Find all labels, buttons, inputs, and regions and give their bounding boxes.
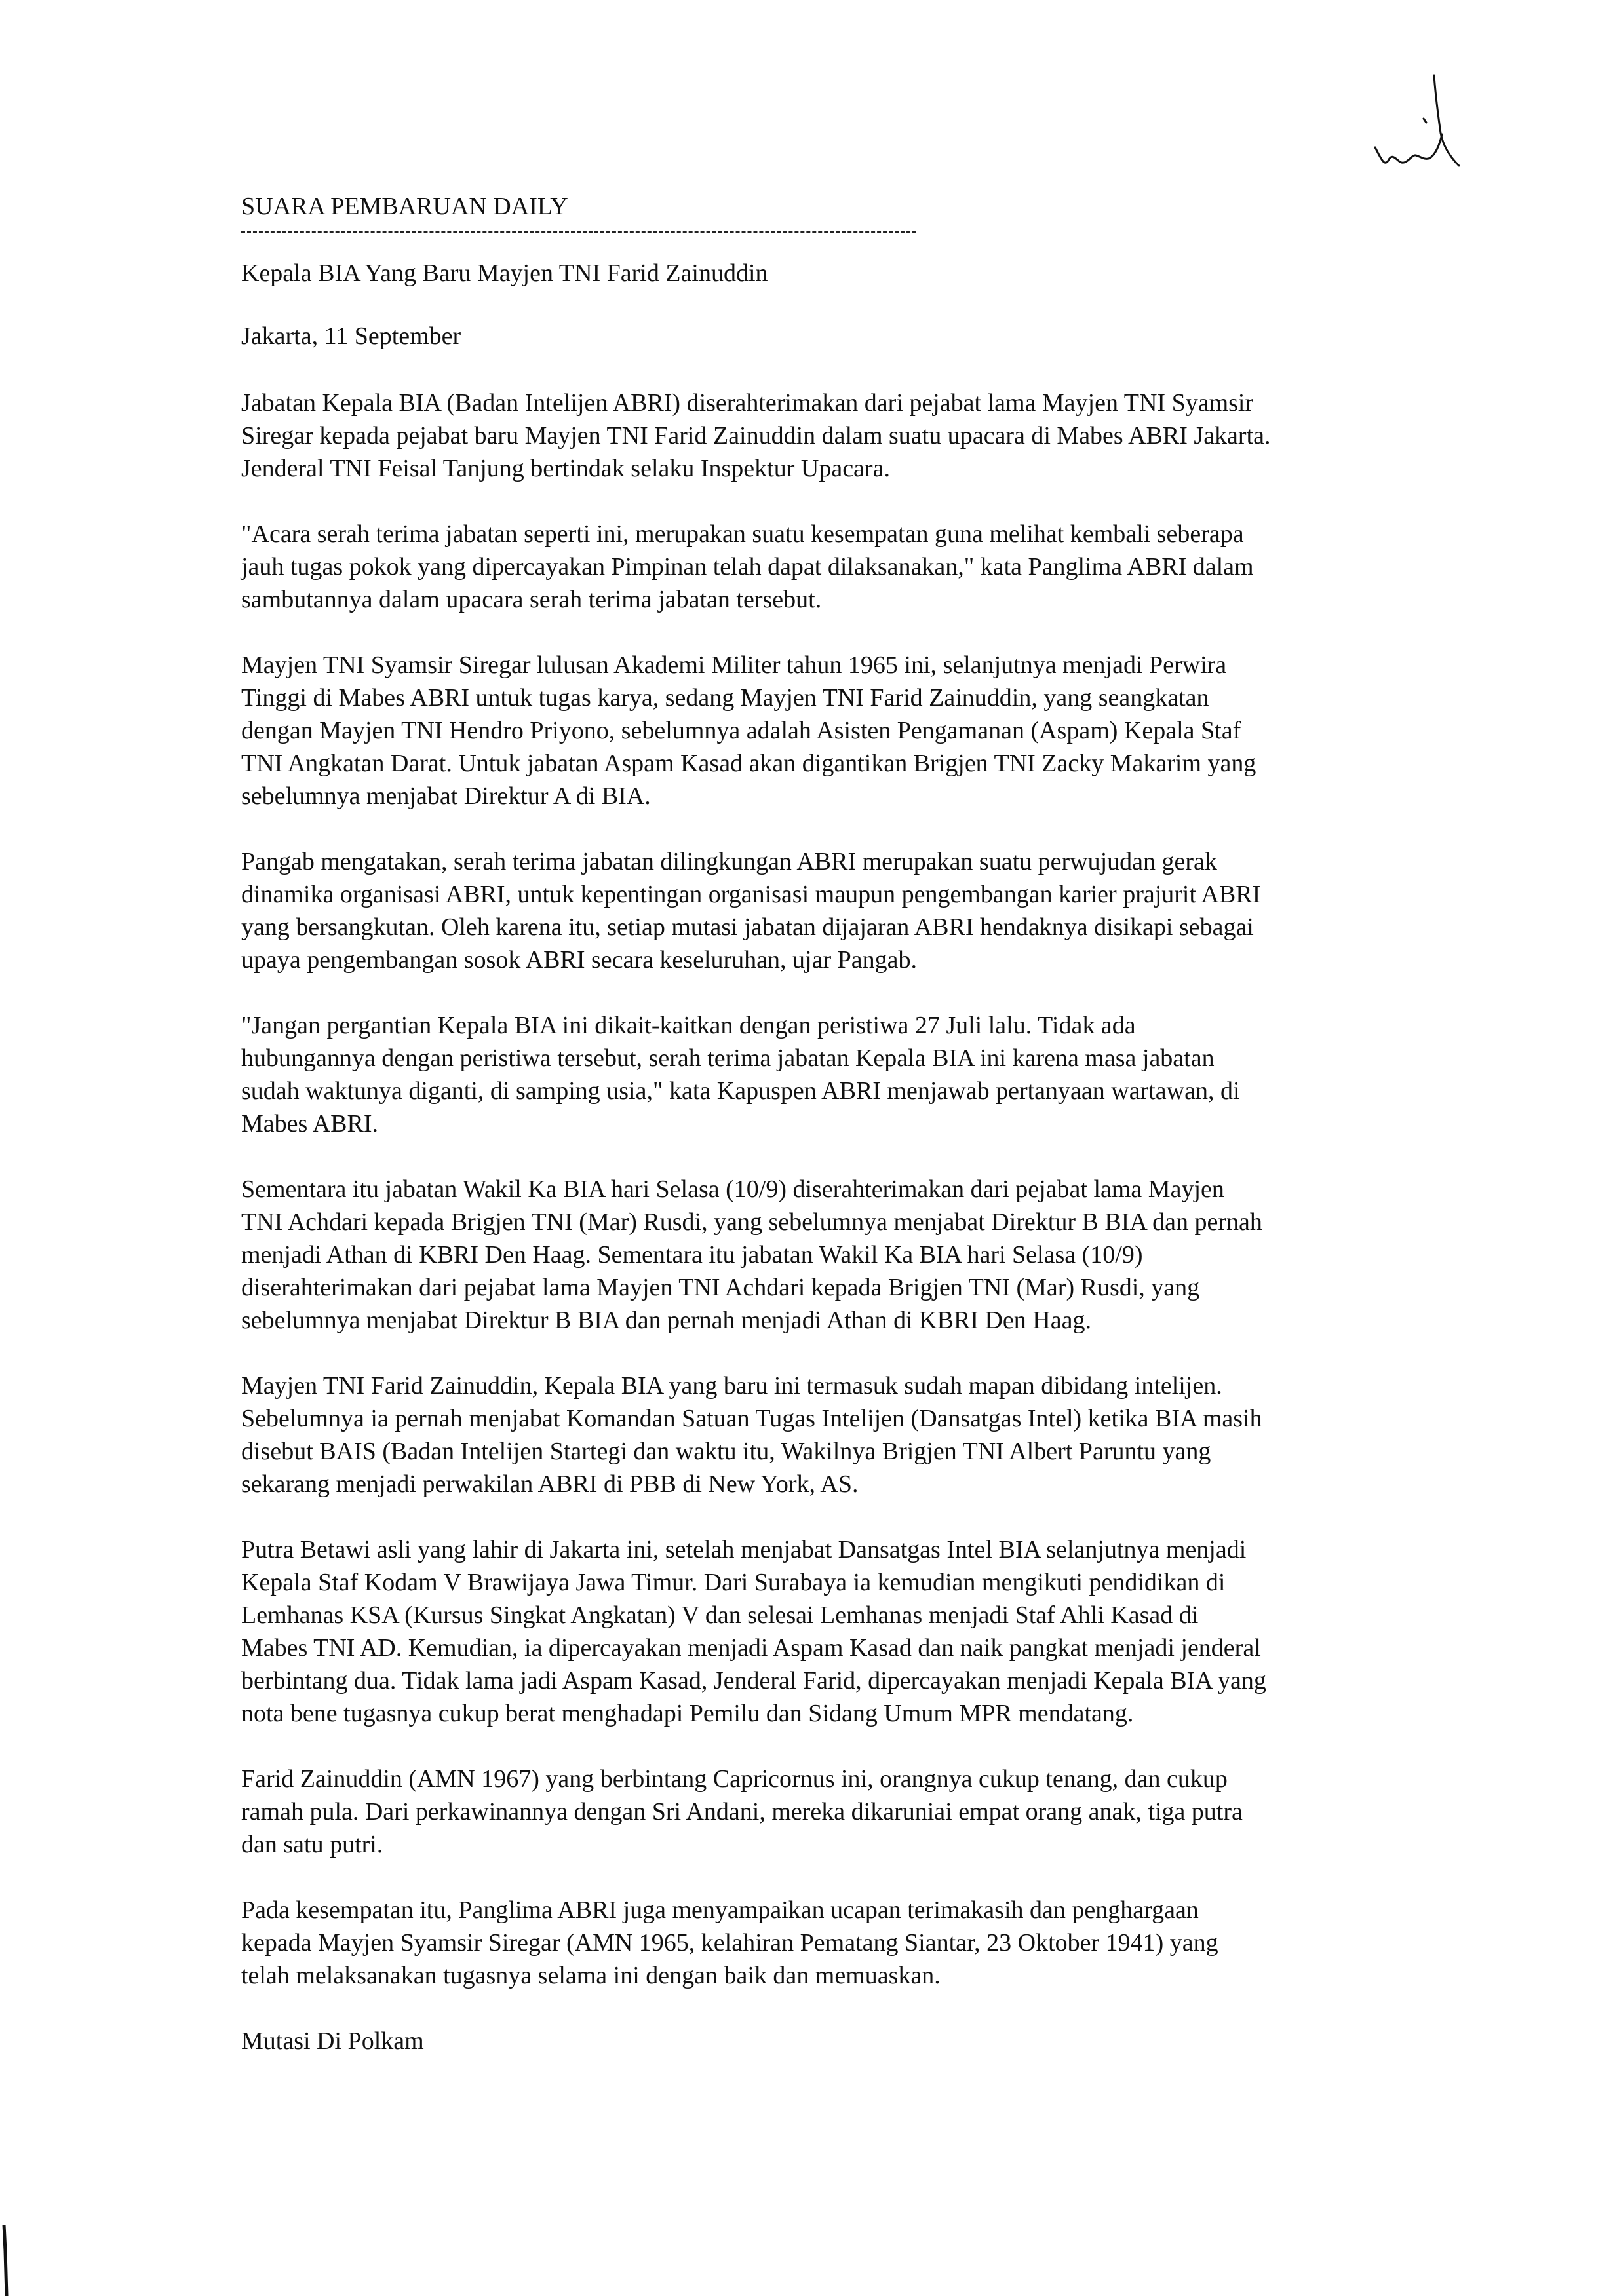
separator-line bbox=[241, 231, 916, 233]
paragraph: "Acara serah terima jabatan seperti ini, merupakan suatu kesempatan guna melihat kembali seberapa jauh tugas pokok yang dipercayakan Pimpinan telah dapat dilaksanakan," kata Panglima ABRI dalam sambutannya dalam upacara serah terima jabatan tersebut. bbox=[241, 520, 1254, 613]
paragraph: "Jangan pergantian Kepala BIA ini dikait-kaitkan dengan peristiwa 27 Juli lalu. Tidak ada hubungannya dengan peristiwa tersebut, serah terima jabatan Kepala BIA ini karena masa jabatan sudah waktunya diganti, di samping usia," kata Kapuspen ABRI menjawab pertanyaan wartawan, di Mabes ABRI. bbox=[241, 1012, 1240, 1138]
paragraph: Sementara itu jabatan Wakil Ka BIA hari Selasa (10/9) diserahterimakan dari pejabat lama Mayjen TNI Achdari kepada Brigjen TNI (Mar) Rusdi, yang sebelumnya menjabat Direktur B BIA dan pernah menjadi Athan di KBRI Den Haag. Sementara itu jabatan Wakil Ka BIA hari Selasa (10/9) diserahterimakan dari pejabat lama Mayjen TNI Achdari kepada Brigjen TNI (Mar) Rusdi, yang sebelumnya menjabat Direktur B BIA dan pernah menjadi Athan di KBRI Den Haag. bbox=[241, 1176, 1262, 1334]
closing-line: Mutasi Di Polkam bbox=[241, 2027, 424, 2055]
paragraph: Putra Betawi asli yang lahir di Jakarta ini, setelah menjabat Dansatgas Intel BIA selanjutnya menjadi Kepala Staf Kodam V Brawijaya Jawa Timur. Dari Surabaya ia kemudian mengikuti pendidikan di Lemhanas KSA (Kursus Singkat Angkatan) V dan selesai Lemhanas menjadi Staf Ahli Kasad di Mabes TNI AD. Kemudian, ia dipercayakan menjadi Aspam Kasad dan naik pangkat menjadi jenderal berbintang dua. Tidak lama jadi Aspam Kasad, Jenderal Farid, dipercayakan menjadi Kepala BIA yang nota bene tugasnya cukup berat menghadapi Pemilu dan Sidang Umum MPR mendatang. bbox=[241, 1536, 1266, 1727]
paragraph: Pada kesempatan itu, Panglima ABRI juga menyampaikan ucapan terimakasih dan penghargaan kepada Mayjen Syamsir Siregar (AMN 1965, kelahiran Pematang Siantar, 23 Oktober 1941) yang telah melaksanakan tugasnya selama ini dengan baik dan memuaskan. bbox=[241, 1896, 1218, 1989]
article-headline: Kepala BIA Yang Baru Mayjen TNI Farid Zainuddin bbox=[241, 259, 768, 287]
newspaper-source: SUARA PEMBARUAN DAILY bbox=[241, 193, 568, 220]
article-dateline: Jakarta, 11 September bbox=[241, 322, 461, 350]
paragraph: Farid Zainuddin (AMN 1967) yang berbintang Capricornus ini, orangnya cukup tenang, dan cukup ramah pula. Dari perkawinannya dengan Sri Andani, mereka dikaruniai empat orang anak, tiga putra dan satu putri. bbox=[241, 1765, 1243, 1858]
paragraph: Pangab mengatakan, serah terima jabatan dilingkungan ABRI merupakan suatu perwujudan gerak dinamika organisasi ABRI, untuk kepentingan organisasi maupun pengembangan karier prajurit ABRI yang bersangkutan. Oleh karena itu, setiap mutasi jabatan dijajaran ABRI hendaknya disikapi sebagai upaya pengembangan sosok ABRI secara keseluruhan, ujar Pangab. bbox=[241, 848, 1261, 974]
paragraph: Mayjen TNI Farid Zainuddin, Kepala BIA yang baru ini termasuk sudah mapan dibidang intelijen. Sebelumnya ia pernah menjabat Komandan Satuan Tugas Intelijen (Dansatgas Intel) ketika BIA masih disebut BAIS (Badan Intelijen Startegi dan waktu itu, Wakilnya Brigjen TNI Albert Paruntu yang sekarang menjadi perwakilan ABRI di PBB di New York, AS. bbox=[241, 1372, 1262, 1498]
paragraph: Mayjen TNI Syamsir Siregar lulusan Akademi Militer tahun 1965 ini, selanjutnya menjadi Perwira Tinggi di Mabes ABRI untuk tugas karya, sedang Mayjen TNI Farid Zainuddin, yang seangkatan dengan Mayjen TNI Hendro Priyono, sebelumnya adalah Asisten Pengamanan (Aspam) Kepala Staf TNI Angkatan Darat. Untuk jabatan Aspam Kasad akan digantikan Brigjen TNI Zacky Makarim yang sebelumnya menjabat Direktur A di BIA. bbox=[241, 651, 1256, 810]
scan-edge-mark bbox=[0, 2225, 13, 2296]
paragraph: Jabatan Kepala BIA (Badan Intelijen ABRI) diserahterimakan dari pejabat lama Mayjen TNI Syamsir Siregar kepada pejabat baru Mayjen TNI Farid Zainuddin dalam suatu upacara di Mabes ABRI Jakarta. Jenderal TNI Feisal Tanjung bertindak selaku Inspektur Upacara. bbox=[241, 389, 1271, 482]
handwritten-initial bbox=[1370, 62, 1462, 180]
